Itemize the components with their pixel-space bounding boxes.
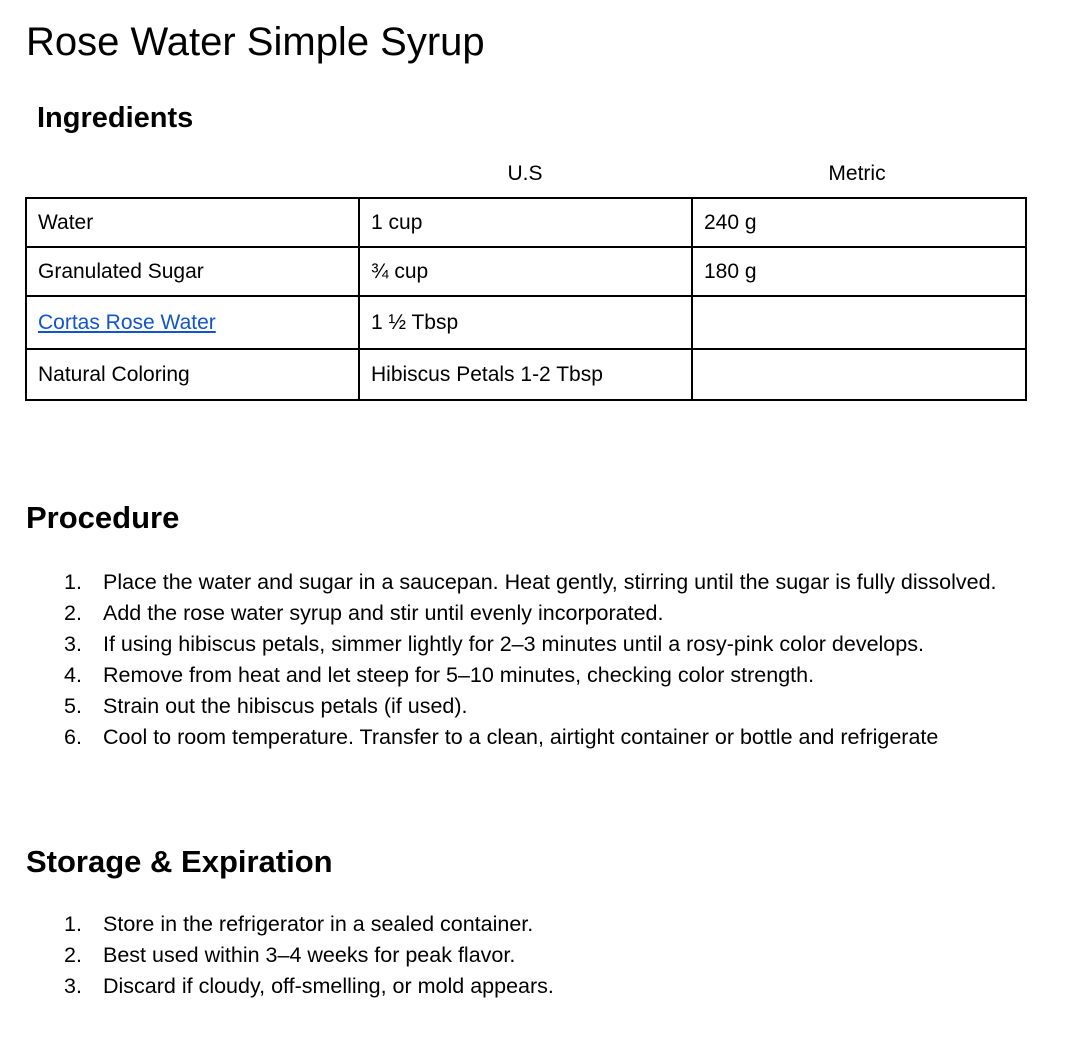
procedure-list (26, 567, 1076, 753)
column-header-metric: Metric (828, 162, 886, 185)
list-item-text: Place the water and sugar in a saucepan. Heat gently, stirring until the sugar is fully dissolved. (103, 570, 997, 594)
list-item-text: Discard if cloudy, off-smelling, or mold appears. (103, 974, 554, 998)
table-row (26, 247, 1026, 296)
cortas-rose-water-link[interactable]: Cortas Rose Water (38, 310, 216, 334)
list-item (26, 722, 1076, 753)
ingredient-name: Water (26, 198, 359, 247)
list-item (26, 940, 1076, 971)
list-item-text: Add the rose water syrup and stir until evenly incorporated. (103, 601, 664, 625)
page-title: Rose Water Simple Syrup (26, 20, 485, 64)
table-row (26, 198, 1026, 247)
list-number: 4. (64, 663, 82, 687)
list-item (26, 691, 1076, 722)
list-item (26, 629, 1076, 660)
ingredients-table (25, 197, 1027, 401)
ingredient-name-cell (26, 296, 359, 349)
ingredient-us-amount: 1 ½ Tbsp (359, 296, 692, 349)
list-item-text: Remove from heat and let steep for 5–10 minutes, checking color strength. (103, 663, 815, 687)
list-number: 2. (64, 943, 82, 967)
list-number: 6. (64, 725, 82, 749)
ingredient-name: Natural Coloring (26, 349, 359, 400)
table-row (26, 349, 1026, 400)
list-number: 2. (64, 601, 82, 625)
ingredient-us-amount: Hibiscus Petals 1-2 Tbsp (359, 349, 692, 400)
list-number: 1. (64, 570, 82, 594)
list-item (26, 567, 1076, 598)
storage-list (26, 909, 1076, 1002)
list-item-text: If using hibiscus petals, simmer lightly for 2–3 minutes until a rosy-pink color develops. (103, 632, 924, 656)
ingredient-metric-amount (692, 349, 1026, 400)
list-item-text: Cool to room temperature. Transfer to a clean, airtight container or bottle and refrigerate (103, 725, 939, 749)
ingredient-name: Granulated Sugar (26, 247, 359, 296)
table-row (26, 296, 1026, 349)
ingredient-us-amount: 1 cup (359, 198, 692, 247)
list-item-text: Store in the refrigerator in a sealed container. (103, 912, 534, 936)
list-item-text: Best used within 3–4 weeks for peak flavor. (103, 943, 516, 967)
column-header-us: U.S (507, 162, 543, 185)
list-item-text: Strain out the hibiscus petals (if used). (103, 694, 468, 718)
ingredient-metric-amount: 180 g (692, 247, 1026, 296)
list-number: 1. (64, 912, 82, 936)
list-number: 3. (64, 632, 82, 656)
ingredients-heading: Ingredients (37, 102, 194, 134)
ingredient-metric-amount: 240 g (692, 198, 1026, 247)
storage-heading: Storage & Expiration (26, 844, 333, 879)
list-number: 3. (64, 974, 82, 998)
ingredient-us-amount: ¾ cup (359, 247, 692, 296)
list-number: 5. (64, 694, 82, 718)
list-item (26, 971, 1076, 1002)
procedure-heading: Procedure (26, 500, 180, 535)
list-item (26, 660, 1076, 691)
ingredient-metric-amount (692, 296, 1026, 349)
list-item (26, 598, 1076, 629)
list-item (26, 909, 1076, 940)
